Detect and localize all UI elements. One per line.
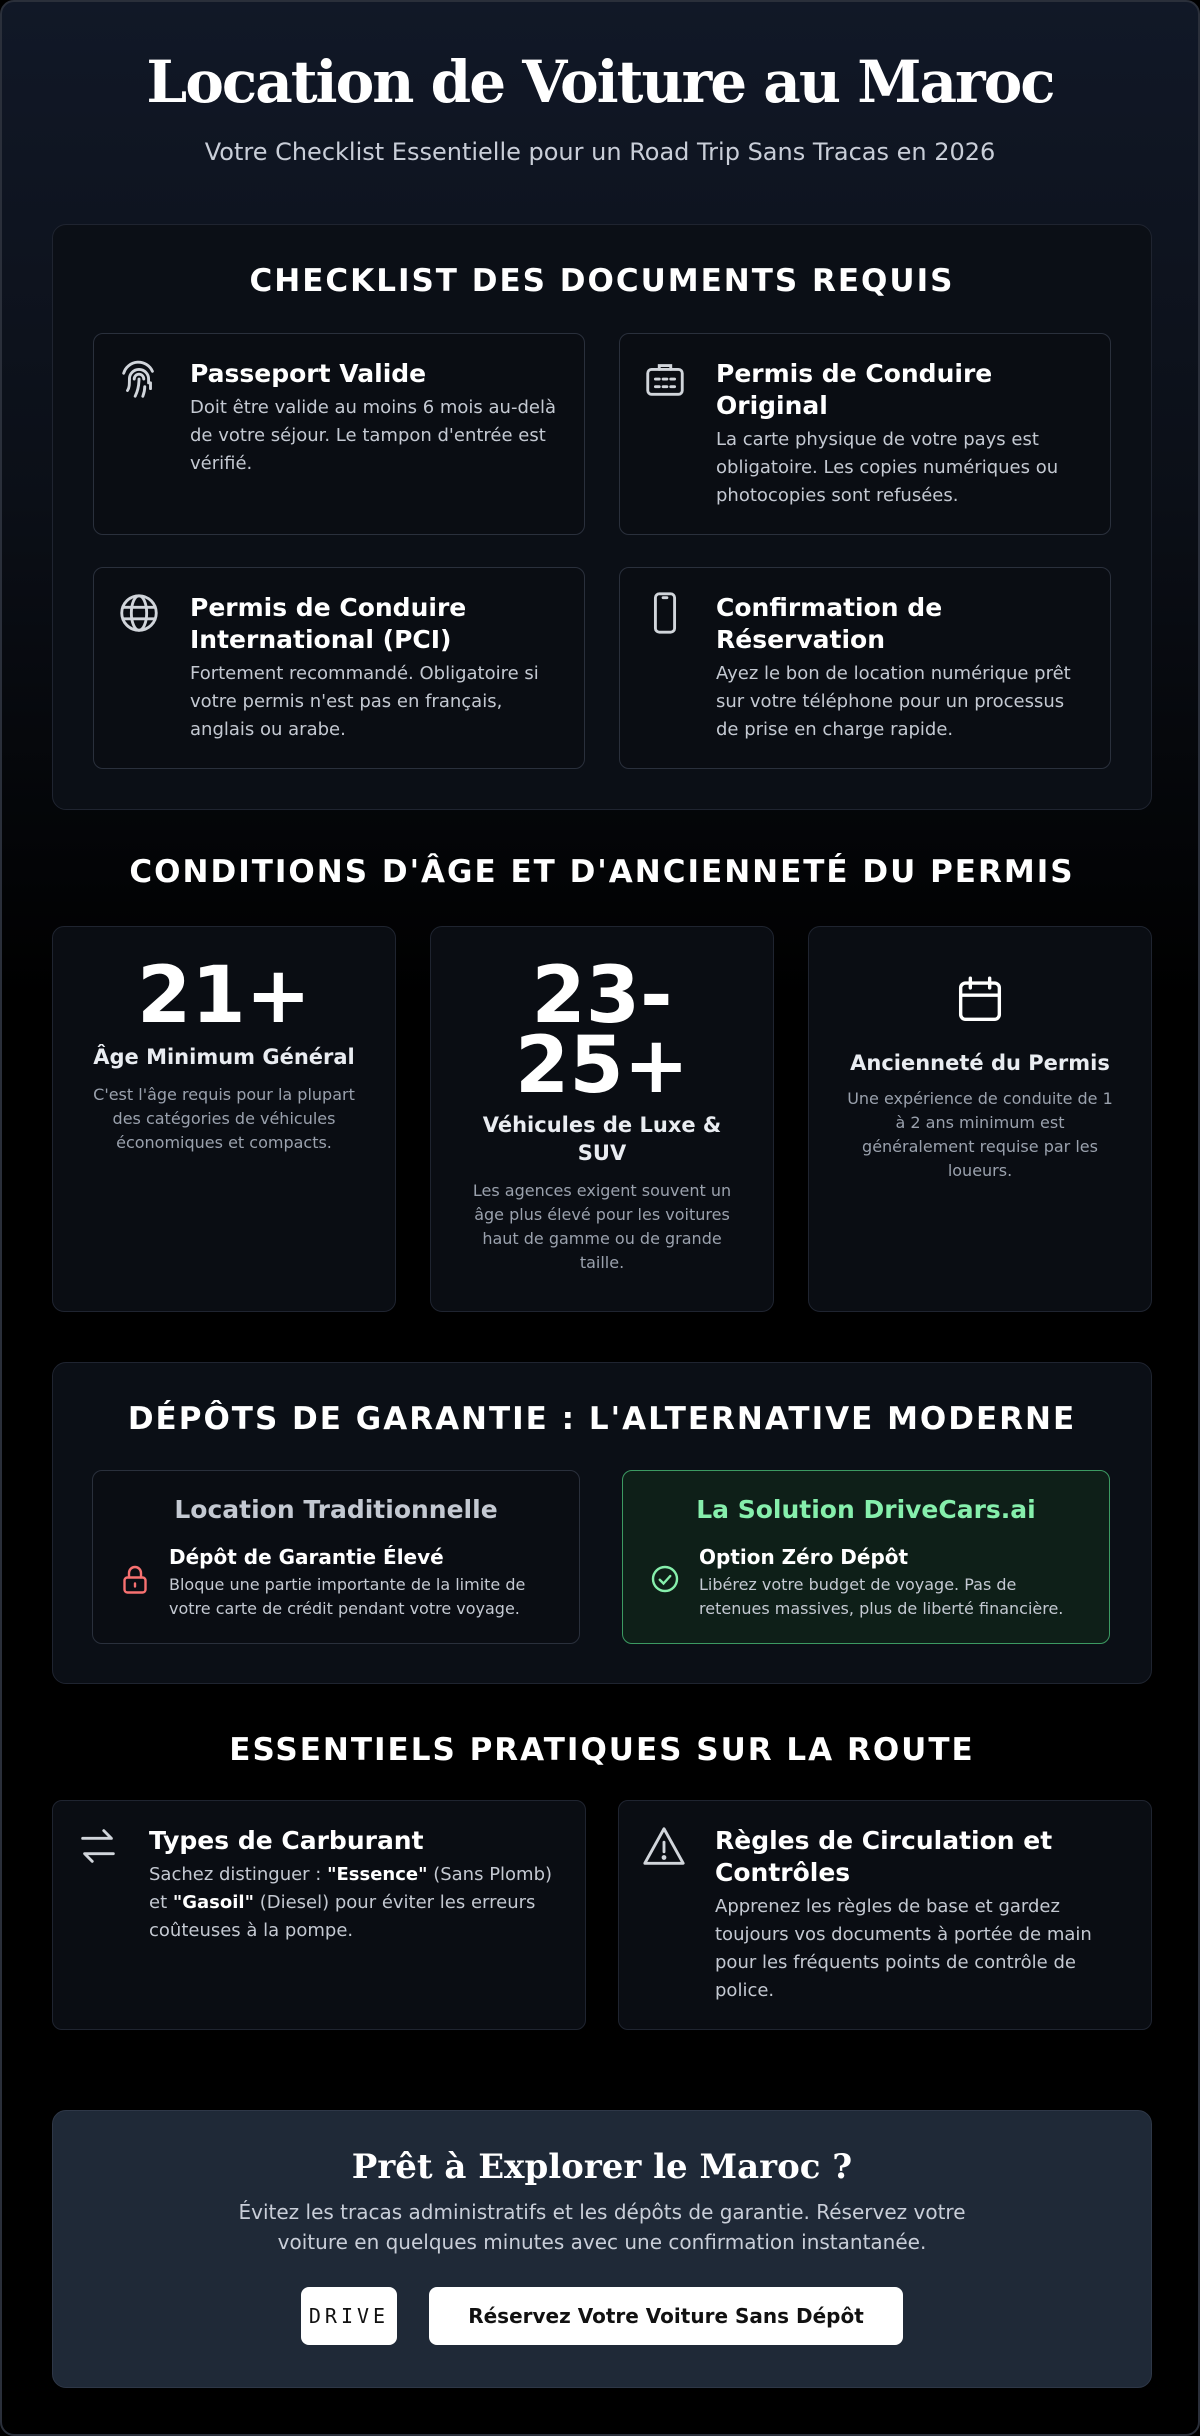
road-card-text: Apprenez les règles de base et gardez toujours vos documents à portée de main pour les fréquents points de contrôle de police. <box>715 1896 1092 2001</box>
age-text: C'est l'âge requis pour la plupart des catégories de véhicules économiques et compacts. <box>93 1085 355 1152</box>
age-card-seniority <box>808 926 1152 1312</box>
arrows-exchange-icon <box>75 1823 121 1869</box>
age-label: Véhicules de Luxe & SUV <box>482 1113 722 1165</box>
deposit-text: Bloque une partie importante de la limite de votre carte de crédit pendant votre voyage. <box>169 1575 526 1618</box>
age-label: Âge Minimum Général <box>93 1045 355 1069</box>
deposit-heading: Option Zéro Dépôt <box>699 1545 909 1569</box>
age-label: Ancienneté du Permis <box>850 1051 1110 1075</box>
fuel-text-part: (Diesel) pour éviter les erreurs coûteuses à la pompe. <box>149 1892 536 1941</box>
road-title: ESSENTIELS PRATIQUES SUR LA ROUTE <box>229 1732 975 1768</box>
book-car-button[interactable]: Réservez Votre Voiture Sans Dépôt <box>429 2287 903 2345</box>
document-text: La carte physique de votre pays est obligatoire. Les copies numériques ou photocopies sont refusées. <box>716 429 1059 506</box>
documents-title: CHECKLIST DES DOCUMENTS REQUIS <box>249 263 955 299</box>
lock-icon <box>117 1561 153 1597</box>
document-card-passport <box>93 333 585 535</box>
deposit-heading: Dépôt de Garantie Élevé <box>169 1545 444 1569</box>
road-card-rules <box>618 1800 1152 2030</box>
smartphone-icon <box>642 590 688 636</box>
road-card-title: Règles de Circulation et Contrôles <box>715 1826 1053 1887</box>
document-text: Ayez le bon de location numérique prêt sur votre téléphone pour un processus de prise en charge rapide. <box>716 663 1071 740</box>
fuel-gasoil: "Gasoil" <box>172 1892 254 1913</box>
page-subtitle: Votre Checklist Essentielle pour un Road Trip Sans Tracas en 2026 <box>204 138 996 166</box>
document-card-reservation <box>619 567 1111 769</box>
id-card-icon <box>642 356 688 402</box>
deposit-text: Libérez votre budget de voyage. Pas de retenues massives, plus de liberté financière. <box>699 1575 1064 1618</box>
road-card-title: Types de Carburant <box>149 1826 424 1855</box>
warning-icon <box>641 1823 687 1869</box>
document-title: Confirmation de Réservation <box>716 593 943 654</box>
age-text: Les agences exigent souvent un âge plus élevé pour les voitures haut de gamme ou de grande taille. <box>472 1181 732 1272</box>
deposit-card-title: La Solution DriveCars.ai <box>696 1495 1036 1524</box>
cta-title: Prêt à Explorer le Maroc ? <box>351 2147 853 2187</box>
fuel-text-part: (Sans Plomb) et <box>149 1864 553 1913</box>
document-title: Permis de Conduire Original <box>716 359 993 420</box>
document-title: Permis de Conduire International (PCI) <box>190 593 467 654</box>
check-circle-icon <box>647 1561 683 1597</box>
age-card-luxury <box>430 926 774 1312</box>
documents-section <box>52 224 1152 810</box>
deposit-card-title: Location Traditionnelle <box>174 1495 498 1524</box>
document-text: Fortement recommandé. Obligatoire si votre permis n'est pas en français, anglais ou arabe. <box>190 663 539 740</box>
age-card-minimum <box>52 926 396 1312</box>
document-text: Doit être valide au moins 6 mois au-delà de votre séjour. Le tampon d'entrée est vérifié. <box>190 397 556 474</box>
calendar-icon <box>809 971 1151 1027</box>
hero-header <box>2 2 1198 166</box>
age-value: 21+ <box>137 951 311 1041</box>
cta-section <box>52 2110 1152 2388</box>
fingerprint-icon <box>116 356 162 402</box>
road-card-fuel <box>52 1800 586 2030</box>
document-card-license <box>619 333 1111 535</box>
deposit-card-traditional <box>92 1470 580 1644</box>
document-card-pci <box>93 567 585 769</box>
road-card-text <box>149 1861 559 1945</box>
cta-text: Évitez les tracas administratifs et les dépôts de garantie. Réservez votre voiture en quelques minutes avec une confirmation instantanée. <box>238 2200 966 2254</box>
fuel-essence: "Essence" <box>327 1864 428 1885</box>
document-title: Passeport Valide <box>190 359 427 388</box>
age-value-line-1: 23- <box>531 951 673 1041</box>
deposit-card-drivecars <box>622 1470 1110 1644</box>
deposit-title: DÉPÔTS DE GARANTIE : L'ALTERNATIVE MODERNE <box>127 1401 1077 1437</box>
drive-logo-button[interactable]: DRIVE <box>301 2287 397 2345</box>
page-title: Location de Voiture au Maroc <box>146 48 1054 116</box>
age-value-line-2: 25+ <box>515 1021 689 1111</box>
fuel-text-part: Sachez distinguer : <box>149 1864 328 1885</box>
globe-icon <box>116 590 162 636</box>
age-title: CONDITIONS D'ÂGE ET D'ANCIENNETÉ DU PERMIS <box>129 854 1075 890</box>
age-text: Une expérience de conduite de 1 à 2 ans minimum est généralement requise par les loueurs. <box>847 1089 1113 1180</box>
